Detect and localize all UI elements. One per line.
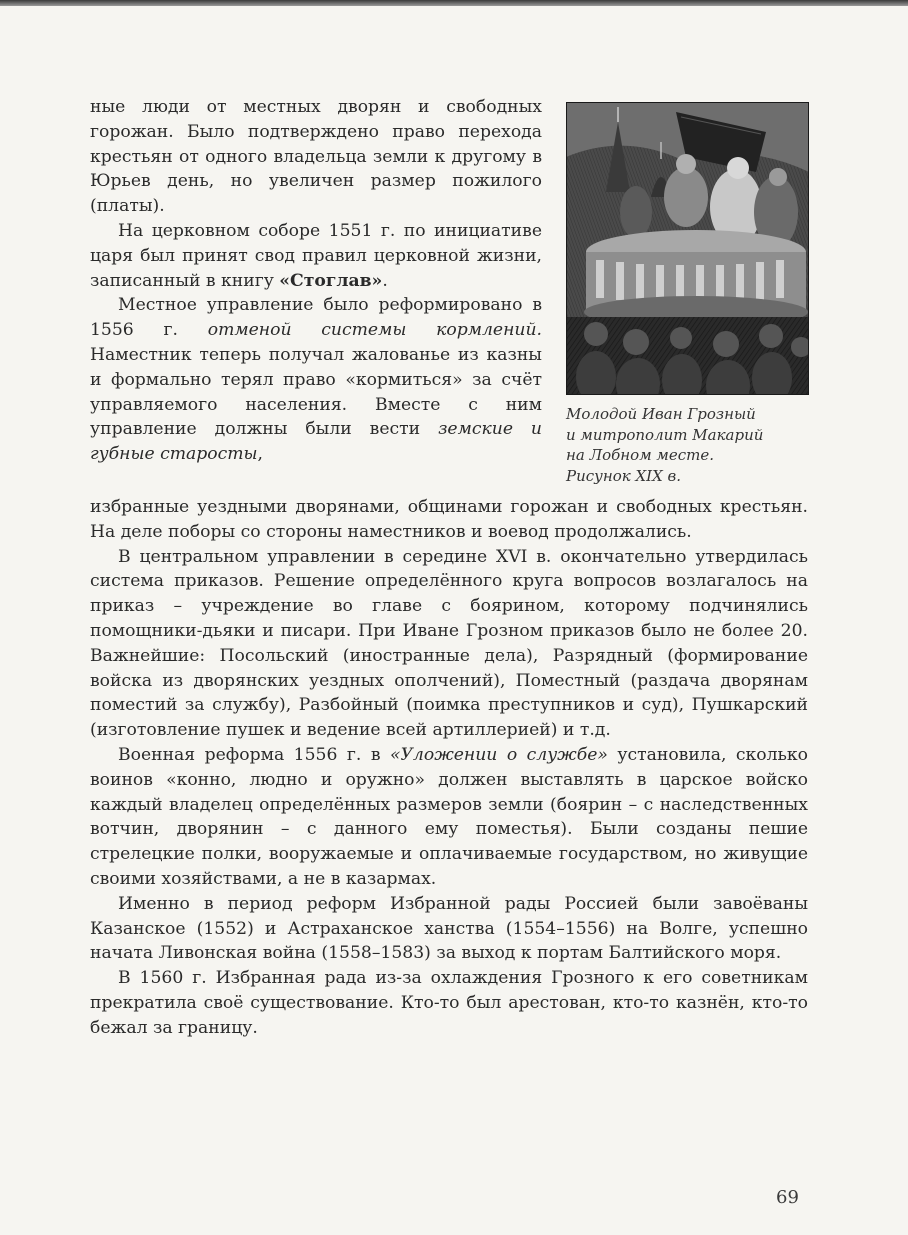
paragraph-conquests: Именно в период реформ Избранной рады Россией были завоёваны Казанское (1552) и Астраханское ханства (1554–1556) на Волге, успешно начата Ливонская война (1558–1583) за выход к портам Балтийского моря. [90, 893, 808, 964]
caption-line: на Лобном месте. [566, 446, 714, 464]
caption-line: Молодой Иван Грозный [566, 405, 756, 423]
paragraph-end-of-rada: В 1560 г. Избранная рада из-за охлаждения Грозного к его советникам прекратила своё существование. Кто-то был арестован, кто-то казнён, кто-то бежал за границу. [90, 968, 808, 1038]
caption-line: Рисунок XIX в. [566, 466, 682, 485]
term-ulozhenie: «Уложении о службе» [389, 744, 608, 765]
paragraph-military-reform: Военная реформа 1556 г. в «Уложении о службе» установила, сколько воинов «конно, людно и оружно» должен выставлять в царское войско каждый владелец определённых размеров земли (боярин – с наследственных вотчин, дворянин – с данного ему поместья). Были созданы пешие стрелецкие полки, вооружаемые и оплачиваемые государством, но живущие своими хозяйствами, а не в казармах. [90, 744, 808, 889]
paragraph-local-government-cont: избранные уездными дворянами, общинами горожан и свободных крестьян. На деле поборы со стороны наместников и воевод продолжались. [90, 497, 808, 542]
paragraph-local-government: Местное управление было реформировано в 1556 г. отменой системы кормлений. Наместник теперь получал жалованье из казны и формально терял право «кормиться» за счёт управляемого населения. Вместе с ним управление должны были вести земские и губные старосты, [90, 295, 542, 465]
caption-line: и митрополит Макарий [566, 425, 764, 444]
illustration-caption [566, 404, 811, 486]
full-width-text [90, 495, 808, 1041]
illustration-ivan-makariy [566, 102, 809, 395]
paragraph-prikazy: В центральном управлении в середине XVI в. окончательно утвердилась система приказов. Решение определённого круга вопросов возлагалось на приказ – учреждение во главе с боярином, которому подчинялись помощники-дьяки и писари. При Иване Грозном приказов было не более 20. Важнейшие: Посольский (иностранные дела), Разрядный (формирование войска из дворянских уездных ополчений), Поместный (раздача дворянам поместий за службу), Разбойный (поимка преступников и суд), Пушкарский (изготовление пушек и ведение всей артиллерией) и т.д. [90, 546, 808, 741]
term-starosty: земские и губные старосты [90, 419, 542, 465]
page-top-edge [0, 0, 908, 6]
engraving-image [566, 102, 809, 395]
left-text-column [90, 95, 542, 467]
term-stoglav: «Стоглав» [279, 270, 383, 291]
paragraph-continuation: ные люди от местных дворян и свободных горожан. Было подтверждено право перехода крестьян от одного владельца земли к другому в Юрьев день, но увеличен размер пожилого (платы). [90, 97, 542, 217]
paragraph-stoglav: На церковном соборе 1551 г. по инициативе царя был принят свод правил церковной жизни, записанный в книгу «Стоглав». [90, 220, 542, 291]
page-number: 69 [776, 1187, 799, 1208]
term-kormlenie: отменой системы кормлений. [207, 320, 542, 341]
